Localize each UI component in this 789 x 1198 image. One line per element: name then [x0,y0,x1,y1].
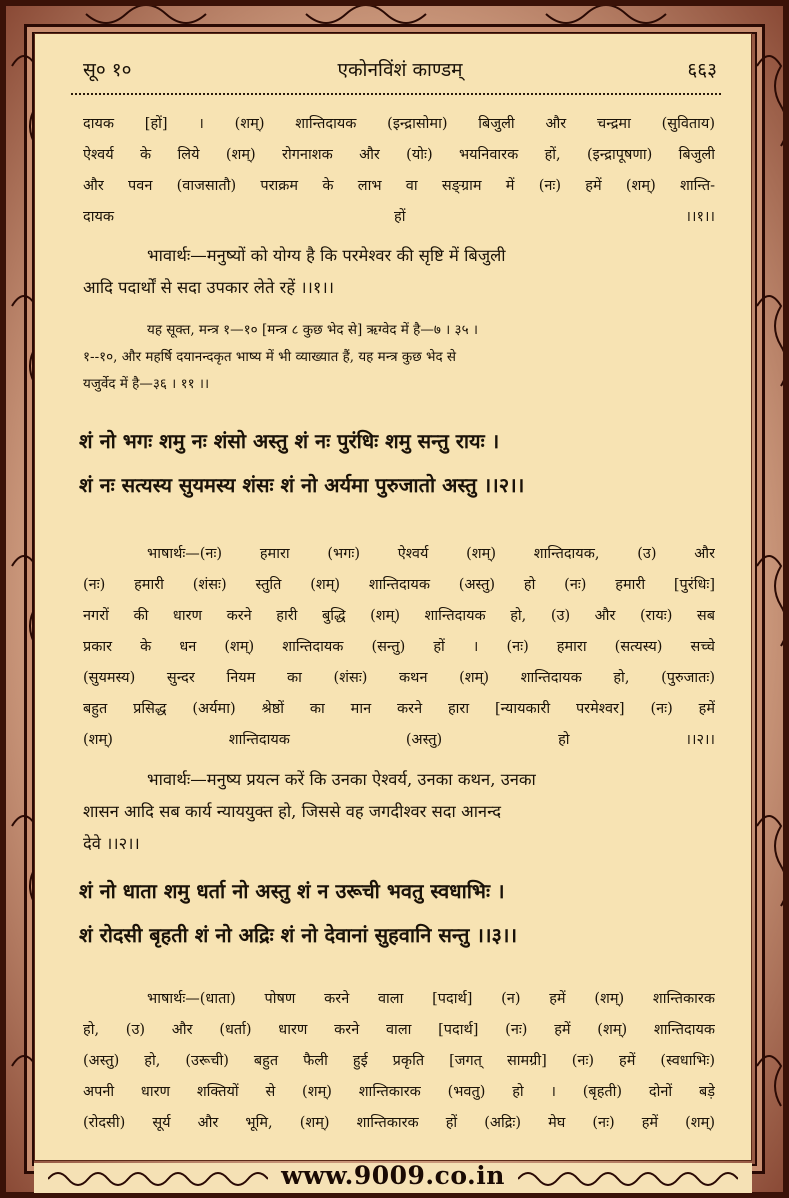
text-line: भाषार्थः—(धाता) पोषण करने वाला [पदार्थ] (न) हमें (शम्) शान्तिकारक [147,991,715,1007]
text-line: १--१०, और महर्षि दयानन्दकृत भाष्य में भी व्याख्यात हैं, यह मन्त्र कुछ भेद से [83,349,457,365]
bhavarth-1 [83,240,715,304]
website-link[interactable]: www.9009.co.in [281,1161,505,1190]
text-line: (शम्) शान्तिदायक (अस्तु) हो ।।२।। [83,732,715,748]
text-line: दायक हों ।।१।। [83,209,715,225]
text-line: (सुयमस्य) सुन्दर नियम का (शंसः) कथन (शम्) शान्तिदायक हो, (पुरुजातः) [83,670,715,686]
text-line: प्रकार के धन (शम्) शान्तिदायक (सन्तु) हों । (नः) हमारा (सत्यस्य) सच्चे [83,639,715,655]
mantra-line: शं नो धाता शमु धर्ता नो अस्तु शं न उरूची भवतु स्वधाभिः । [79,879,505,903]
text-line: देवे ।।२।। [83,834,140,853]
footer-bar [34,1163,752,1193]
mantra-line: शं नो भगः शमु नः शंसो अस्तु शं नः पुरंधिः शमु सन्तु रायः । [79,429,500,453]
paragraph-1 [83,109,715,233]
mantra-2 [79,419,719,507]
text-line: भावार्थः—मनुष्यों को योग्य है कि परमेश्वर की सृष्टि में बिजुली [147,246,506,265]
reference-note [83,317,715,398]
page-header [83,56,717,90]
text-line: अपनी धारण शक्तियों से (शम्) शान्तिकारक (भवतु) हो । (बृहती) दोनों बड़े [83,1084,715,1100]
header-sukta-number: सू० १० [83,59,132,81]
text-line: भाषार्थः—(नः) हमारा (भगः) ऐश्वर्य (शम्) शान्तिदायक, (उ) और [147,546,715,562]
text-line: (रोदसी) सूर्य और भूमि, (शम्) शान्तिकारक हों (अद्रिः) मेघ (नः) हमें (शम्) [83,1115,715,1131]
text-line: दायक [हों] । (शम्) शान्तिदायक (इन्द्रासोमा) बिजुली और चन्द्रमा (सुविताय) [83,116,715,132]
text-line: यह सूक्त, मन्त्र १—१० [मन्त्र ८ कुछ भेद से] ऋग्वेद में है—७ । ३५ । [147,322,478,338]
text-line: आदि पदार्थों से सदा उपकार लेते रहें ।।१।। [83,278,334,297]
header-title: एकोनविंशं काण्डम् [337,59,463,81]
paragraph-3 [83,984,715,1139]
footer-swirl-icon [518,1169,738,1189]
text-line: नगरों की धारण करने हारी बुद्धि (शम्) शान्तिदायक हो, (उ) और (रायः) सब [83,608,715,624]
header-divider [71,93,721,95]
text-line: भावार्थः—मनुष्य प्रयत्न करें कि उनका ऐश्वर्य, उनका कथन, उनका [147,770,536,789]
paragraph-2 [83,539,715,756]
text-line: शासन आदि सब कार्य न्याययुक्त हो, जिससे वह जगदीश्वर सदा आनन्द [83,802,501,821]
text-line: (अस्तु) हो, (उरूची) बहुत फैली हुई प्रकृति [जगत् सामग्री] (नः) हमें (स्वधाभिः) [83,1053,715,1069]
text-line: हो, (उ) और (धर्ता) धारण करने वाला [पदार्थ] (नः) हमें (शम्) शान्तिदायक [83,1022,715,1038]
document-page [34,33,752,1161]
text-line: और पवन (वाजसातौ) पराक्रम के लाभ वा सङ्ग्राम में (नः) हमें (शम्) शान्ति- [83,178,715,194]
mantra-3 [79,869,719,957]
text-line: (नः) हमारी (शंसः) स्तुति (शम्) शान्तिदायक (अस्तु) हो (नः) हमारी [पुरंधिः] [83,577,715,593]
header-page-number: ६६३ [687,59,717,81]
mantra-line: शं नः सत्यस्य सुयमस्य शंसः शं नो अर्यमा पुरुजातो अस्तु ।।२।। [79,473,525,497]
text-line: यजुर्वेद में है—३६ । ११ ।। [83,376,210,392]
mantra-line: शं रोदसी बृहती शं नो अद्रिः शं नो देवानां सुहवानि सन्तु ।।३।। [79,923,518,947]
text-line: ऐश्वर्य के लिये (शम्) रोगनाशक और (योः) भयनिवारक हों, (इन्द्रापूषणा) बिजुली [83,147,715,163]
text-line: बहुत प्रसिद्ध (अर्यमा) श्रेष्ठों का मान करने हारा [न्यायकारी परमेश्वर] (नः) हमें [83,701,715,717]
bhavarth-2 [83,764,715,860]
